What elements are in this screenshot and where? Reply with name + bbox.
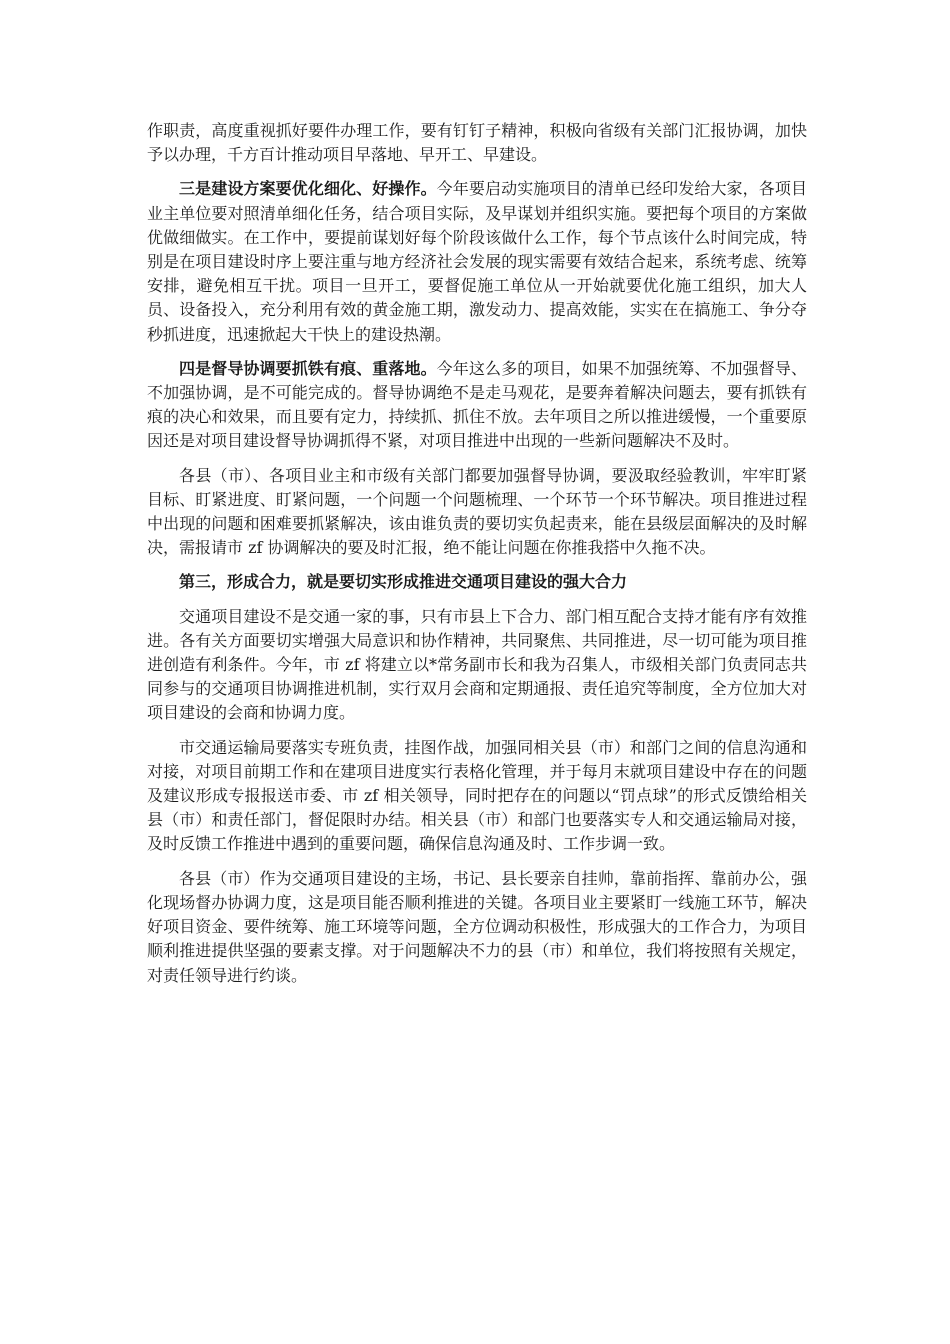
section-heading: 第三，形成合力，就是要切实形成推进交通项目建设的强大合力 — [179, 572, 628, 592]
paragraph-5 — [147, 605, 807, 726]
paragraph-4-text: 各县（市）、各项目业主和市级有关部门都要加强督导协调，要汲取经验教训，牢牢盯紧目标、盯紧进度、盯紧问题，一个问题一个问题梳理、一个环节一个环节解决。项目推进过程中出现的问题和困难要抓紧解决，该由谁负责的要切实负起责来，能在县级层面解决的及时解决，需报请市 zf 协调解决的要及时汇报，绝不能让问题在你推我搭中久拖不决。 — [147, 465, 807, 558]
document-page — [147, 119, 807, 998]
paragraph-2-text: 今年要启动实施项目的清单已经印发给大家，各项目业主单位要对照清单细化任务，结合项目实际，及早谋划并组织实施。要把每个项目的方案做优做细做实。在工作中，要提前谋划好每个阶段该做什么工作，每个节点该什么时间完成，特别是在项目建设时序上要注重与地方经济社会发展的现实需要有效结合起来，系统考虑、统筹安排，避免相互干扰。项目一旦开工，要督促施工单位从一开始就要优化施工组织，加大人员、设备投入，充分利用有效的黄金施工期，激发动力、提高效能，实实在在搞施工、争分夺秒抓进度，迅速掀起大干快上的建设热潮。 — [147, 179, 807, 344]
paragraph-7-text: 各县（市）作为交通项目建设的主场，书记、县长要亲自挂帅，靠前指挥、靠前办公，强化现场督办协调力度，这是项目能否顺利推进的关键。各项目业主要紧盯一线施工环节，解决好项目资金、要件统筹、施工环境等问题，全方位调动积极性，形成强大的工作合力，为项目顺利推进提供坚强的要素支撑。对于问题解决不力的县（市）和单位，我们将按照有关规定，对责任领导进行约谈。 — [147, 868, 807, 985]
paragraph-3 — [147, 357, 807, 454]
paragraph-7 — [147, 867, 807, 988]
paragraph-2-lead: 三是建设方案要优化细化、好操作。 — [179, 179, 437, 199]
paragraph-5-text: 交通项目建设不是交通一家的事，只有市县上下合力、部门相互配合支持才能有序有效推进。各有关方面要切实增强大局意识和协作精神，共同聚焦、共同推进，尽一切可能为项目推进创造有利条件。今年，市 zf 将建立以*常务副市长和我为召集人，市级相关部门负责同志共同参与的交通项目协调推进机制，实行双月会商和定期通报、责任追究等制度，全方位加大对项目建设的会商和协调力度。 — [147, 606, 807, 723]
paragraph-1 — [147, 119, 807, 167]
paragraph-2 — [147, 177, 807, 346]
paragraph-3-lead: 四是督导协调要抓铁有痕、重落地。 — [179, 358, 437, 378]
paragraph-4 — [147, 464, 807, 561]
paragraph-3-text: 今年这么多的项目，如果不加强统筹、不加强督导、不加强协调，是不可能完成的。督导协调绝不是走马观花，是要奔着解决问题去，要有抓铁有痕的决心和效果，而且要有定力，持续抓、抓住不放。去年项目之所以推进缓慢，一个重要原因还是对项目建设督导协调抓得不紧，对项目推进中出现的一些新问题解决不及时。 — [147, 358, 807, 451]
paragraph-6 — [147, 736, 807, 857]
paragraph-1-text: 作职责，高度重视抓好要件办理工作，要有钉钉子精神，积极向省级有关部门汇报协调，加快予以办理，千方百计推动项目早落地、早开工、早建设。 — [147, 121, 807, 165]
paragraph-6-text: 市交通运输局要落实专班负责，挂图作战，加强同相关县（市）和部门之间的信息沟通和对接，对项目前期工作和在建项目进度实行表格化管理，并于每月末就项目建设中存在的问题及建议形成专报报送市委、市 zf 相关领导，同时把存在的问题以“罚点球”的形式反馈给相关县（市）和责任部门，督促限时办结。相关县（市）和部门也要落实专人和交通运输局对接，及时反馈工作推进中遇到的重要问题，确保信息沟通及时、工作步调一致。 — [147, 737, 807, 854]
